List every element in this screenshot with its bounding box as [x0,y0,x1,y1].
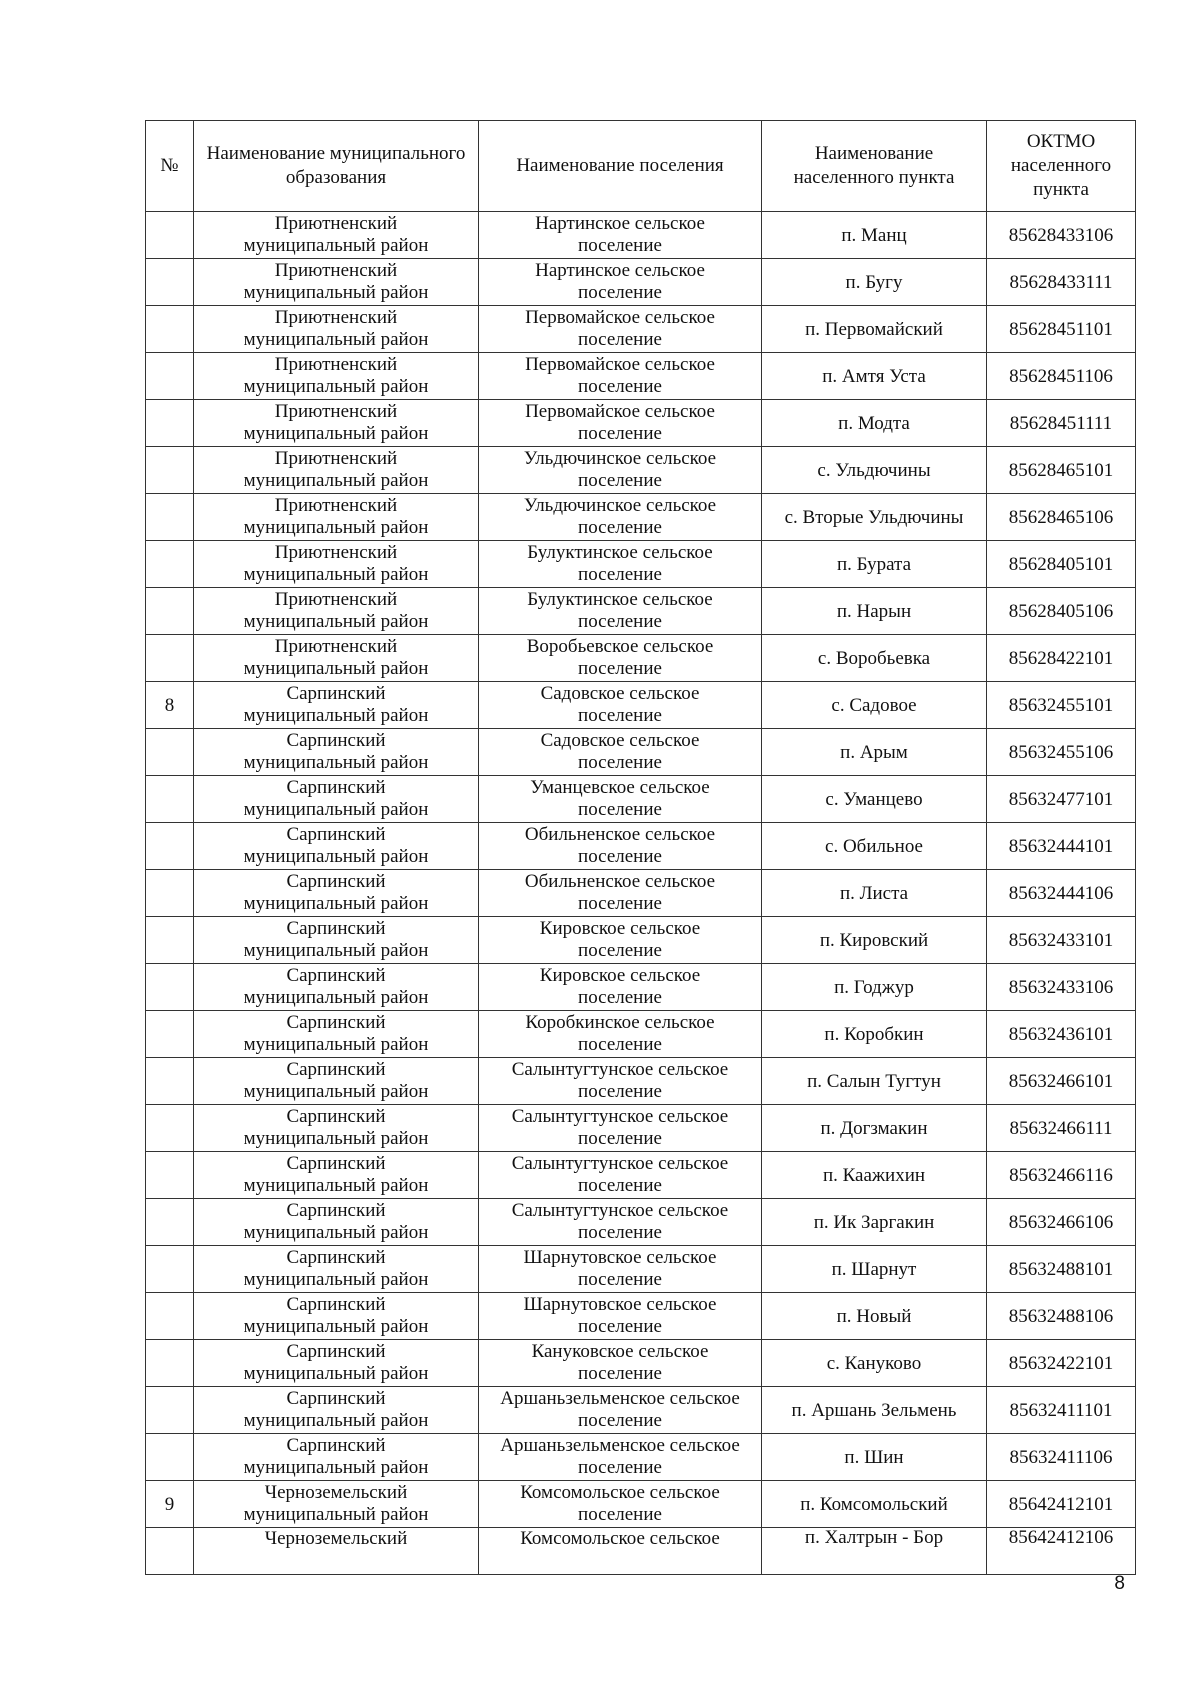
cell-municipality-line: муниципальный район [243,846,429,867]
table-row [146,1387,1136,1434]
cell-oktmo: 85632466106 [987,1199,1136,1246]
cell-settlement-line: поселение [578,1222,662,1243]
cell-locality: п. Халтрын - Бор [762,1528,987,1575]
cell-settlement-line: Первомайское сельское [525,354,715,375]
cell-oktmo: 85632466101 [987,1058,1136,1105]
cell-settlement [479,588,762,635]
cell-settlement-line: Нартинское сельское [535,260,705,281]
table-row [146,870,1136,917]
table-row [146,1011,1136,1058]
cell-municipality-line: Сарпинский [286,1435,386,1456]
cell-settlement [479,259,762,306]
cell-municipality [194,212,479,259]
cell-settlement [479,447,762,494]
cell-locality: с. Обильное [762,823,987,870]
cell-municipality [194,1293,479,1340]
cell-municipality-line: Черноземельский [264,1528,408,1549]
cell-settlement-line: поселение [578,376,662,397]
cell-settlement [479,1152,762,1199]
cell-municipality-line: Сарпинский [286,1153,386,1174]
cell-locality: с. Воробьевка [762,635,987,682]
cell-municipality-line: муниципальный район [243,705,429,726]
cell-num [146,400,194,447]
cell-num [146,1246,194,1293]
cell-municipality [194,447,479,494]
cell-municipality [194,964,479,1011]
table-row [146,964,1136,1011]
cell-settlement [479,541,762,588]
cell-locality: п. Коробкин [762,1011,987,1058]
table-row [146,400,1136,447]
cell-municipality [194,353,479,400]
table-row [146,1246,1136,1293]
cell-settlement [479,494,762,541]
cell-locality: п. Арым [762,729,987,776]
cell-settlement-line: Уманцевское сельское [530,777,710,798]
cell-num [146,1528,194,1575]
cell-municipality-line: Приютненский [274,495,398,516]
cell-municipality-line: муниципальный район [243,611,429,632]
cell-settlement [479,1340,762,1387]
table-row [146,588,1136,635]
cell-settlement-line: Шарнутовское сельское [523,1294,717,1315]
cell-num [146,353,194,400]
cell-settlement [479,682,762,729]
cell-settlement-line: поселение [578,611,662,632]
cell-municipality-line: муниципальный район [243,658,429,679]
cell-municipality [194,635,479,682]
cell-settlement-line: поселение [578,799,662,820]
cell-num [146,1293,194,1340]
table-row [146,823,1136,870]
table-row [146,1199,1136,1246]
cell-settlement-line: Шарнутовское сельское [523,1247,717,1268]
cell-locality: с. Вторые Ульдючины [762,494,987,541]
cell-municipality-line: муниципальный район [243,1363,429,1384]
cell-municipality-line: муниципальный район [243,470,429,491]
cell-municipality-line: Сарпинский [286,1106,386,1127]
cell-locality: п. Шин [762,1434,987,1481]
cell-settlement [479,1058,762,1105]
cell-num [146,1105,194,1152]
cell-settlement [479,1434,762,1481]
table-row [146,541,1136,588]
cell-oktmo: 85632488106 [987,1293,1136,1340]
cell-oktmo: 85632488101 [987,1246,1136,1293]
cell-settlement-line: поселение [578,1504,662,1525]
cell-municipality-line: муниципальный район [243,940,429,961]
cell-locality: п. Комсомольский [762,1481,987,1528]
cell-num [146,1387,194,1434]
cell-municipality-line: Сарпинский [286,965,386,986]
cell-oktmo: 85642412101 [987,1481,1136,1528]
cell-municipality-line: муниципальный район [243,1410,429,1431]
cell-municipality [194,870,479,917]
cell-municipality-line: муниципальный район [243,1504,429,1525]
cell-num [146,1058,194,1105]
cell-settlement-line: Салынтугтунское сельское [511,1200,729,1221]
cell-oktmo: 85632436101 [987,1011,1136,1058]
cell-num [146,729,194,776]
cell-locality: п. Догзмакин [762,1105,987,1152]
cell-num [146,917,194,964]
cell-oktmo: 85632444106 [987,870,1136,917]
cell-oktmo: 85632411106 [987,1434,1136,1481]
cell-municipality-line: Сарпинский [286,730,386,751]
cell-settlement [479,776,762,823]
cell-settlement [479,917,762,964]
table-row [146,306,1136,353]
cell-locality: п. Первомайский [762,306,987,353]
cell-num [146,447,194,494]
cell-municipality-line: муниципальный район [243,329,429,350]
cell-municipality [194,259,479,306]
cell-locality: п. Бугу [762,259,987,306]
cell-municipality-line: Сарпинский [286,1294,386,1315]
cell-settlement [479,1387,762,1434]
table-row [146,1434,1136,1481]
cell-settlement-line: поселение [578,1316,662,1337]
cell-municipality-line: муниципальный район [243,517,429,538]
cell-municipality [194,729,479,776]
cell-num: 8 [146,682,194,729]
table-row [146,635,1136,682]
cell-municipality-line: Приютненский [274,307,398,328]
cell-municipality-line: Сарпинский [286,1200,386,1221]
cell-municipality [194,917,479,964]
cell-municipality-line: муниципальный район [243,752,429,773]
cell-municipality-line: муниципальный район [243,799,429,820]
cell-settlement-line: Ульдючинское сельское [523,495,717,516]
cell-municipality [194,776,479,823]
cell-locality: п. Шарнут [762,1246,987,1293]
cell-municipality-line: Приютненский [274,354,398,375]
table-row [146,212,1136,259]
cell-municipality-line: Приютненский [274,589,398,610]
cell-num [146,870,194,917]
cell-settlement-line: поселение [578,282,662,303]
cell-num [146,1152,194,1199]
cell-settlement-line: Ульдючинское сельское [523,448,717,469]
table-row [146,447,1136,494]
cell-municipality-line: Сарпинский [286,824,386,845]
table-row [146,1058,1136,1105]
cell-settlement [479,1246,762,1293]
cell-settlement [479,1011,762,1058]
cell-municipality [194,1434,479,1481]
header-locality: Наименование населенного пункта [762,121,987,212]
cell-settlement-line: Салынтугтунское сельское [511,1153,729,1174]
cell-settlement-line: Аршаньзельменское сельское [500,1435,740,1456]
cell-municipality-line: Сарпинский [286,918,386,939]
cell-settlement-line: поселение [578,423,662,444]
cell-municipality-line: Приютненский [274,542,398,563]
cell-settlement-line: поселение [578,1128,662,1149]
cell-num [146,635,194,682]
cell-municipality-line: Приютненский [274,401,398,422]
cell-municipality [194,1105,479,1152]
cell-oktmo: 85632466116 [987,1152,1136,1199]
cell-locality: п. Листа [762,870,987,917]
cell-settlement-line: Кировское сельское [539,918,701,939]
table-row [146,776,1136,823]
table-header [146,121,1136,212]
cell-settlement-line: Первомайское сельское [525,401,715,422]
cell-settlement-line: поселение [578,752,662,773]
cell-settlement-line: поселение [578,564,662,585]
table-row [146,1152,1136,1199]
cell-oktmo: 85632477101 [987,776,1136,823]
cell-settlement-line: Садовское сельское [540,683,700,704]
cell-settlement-line: Садовское сельское [540,730,700,751]
cell-municipality-line: муниципальный район [243,1457,429,1478]
cell-settlement-line: Воробьевское сельское [526,636,714,657]
cell-oktmo: 85628405106 [987,588,1136,635]
cell-num [146,964,194,1011]
cell-municipality-line: муниципальный район [243,987,429,1008]
cell-municipality [194,1340,479,1387]
cell-municipality-line: муниципальный район [243,1034,429,1055]
cell-settlement [479,729,762,776]
cell-settlement [479,964,762,1011]
cell-num [146,823,194,870]
cell-municipality-line: муниципальный район [243,282,429,303]
cell-settlement-line: поселение [578,470,662,491]
cell-settlement-line: поселение [578,1269,662,1290]
cell-oktmo: 85632411101 [987,1387,1136,1434]
cell-settlement-line: поселение [578,235,662,256]
cell-municipality-line: Черноземельский [264,1482,408,1503]
cell-oktmo: 85632466111 [987,1105,1136,1152]
cell-locality: п. Амтя Уста [762,353,987,400]
cell-locality: с. Ульдючины [762,447,987,494]
cell-locality: п. Аршань Зельмень [762,1387,987,1434]
cell-num [146,259,194,306]
cell-oktmo: 85642412106 [987,1528,1136,1575]
cell-locality: с. Кануково [762,1340,987,1387]
cell-municipality [194,1199,479,1246]
cell-municipality [194,823,479,870]
cell-settlement [479,1481,762,1528]
cell-settlement-line: Булуктинское сельское [527,542,713,563]
table-row [146,1481,1136,1528]
cell-municipality [194,1387,479,1434]
cell-oktmo: 85628433111 [987,259,1136,306]
table-row [146,1528,1136,1575]
cell-settlement-line: Комсомольское сельское [520,1482,720,1503]
cell-locality: п. Манц [762,212,987,259]
cell-locality: п. Ик Заргакин [762,1199,987,1246]
cell-municipality-line: Приютненский [274,213,398,234]
cell-settlement [479,1528,762,1575]
cell-locality: п. Годжур [762,964,987,1011]
table-row [146,353,1136,400]
cell-settlement-line: поселение [578,658,662,679]
cell-oktmo: 85632455101 [987,682,1136,729]
cell-settlement [479,1293,762,1340]
cell-settlement-line: поселение [578,329,662,350]
cell-municipality [194,682,479,729]
cell-municipality-line: Приютненский [274,448,398,469]
header-settlement: Наименование поселения [479,121,762,212]
table-row [146,917,1136,964]
cell-settlement-line: поселение [578,940,662,961]
cell-settlement-line: поселение [578,705,662,726]
cell-num [146,588,194,635]
header-num: № [146,121,194,212]
table-body [146,212,1136,1575]
cell-municipality [194,541,479,588]
cell-oktmo: 85628465106 [987,494,1136,541]
cell-municipality-line: Приютненский [274,260,398,281]
cell-oktmo: 85628465101 [987,447,1136,494]
cell-locality: п. Каажихин [762,1152,987,1199]
cell-settlement-line: Комсомольское сельское [520,1528,720,1549]
cell-municipality [194,1481,479,1528]
cell-settlement [479,400,762,447]
cell-municipality [194,494,479,541]
cell-settlement-line: Обильненское сельское [524,871,716,892]
cell-municipality-line: Сарпинский [286,1341,386,1362]
cell-settlement-line: поселение [578,1363,662,1384]
cell-settlement [479,1199,762,1246]
table-row [146,1105,1136,1152]
oktmo-table [145,120,1136,1575]
cell-settlement-line: Аршаньзельменское сельское [500,1388,740,1409]
header-municipality: Наименование муниципального образования [194,121,479,212]
cell-settlement-line: Кануковское сельское [531,1341,709,1362]
cell-settlement [479,823,762,870]
cell-municipality-line: Сарпинский [286,871,386,892]
cell-municipality-line: муниципальный район [243,376,429,397]
cell-settlement-line: Нартинское сельское [535,213,705,234]
cell-municipality-line: муниципальный район [243,1222,429,1243]
cell-oktmo: 85628405101 [987,541,1136,588]
cell-oktmo: 85628451101 [987,306,1136,353]
page-number: 8 [1114,1573,1125,1594]
cell-oktmo: 85632422101 [987,1340,1136,1387]
table-row [146,1293,1136,1340]
cell-municipality-line: муниципальный район [243,564,429,585]
cell-num: 9 [146,1481,194,1528]
cell-num [146,1199,194,1246]
cell-settlement [479,212,762,259]
cell-settlement-line: Обильненское сельское [524,824,716,845]
cell-settlement-line: поселение [578,1457,662,1478]
cell-locality: с. Садовое [762,682,987,729]
cell-locality: п. Новый [762,1293,987,1340]
cell-municipality-line: Сарпинский [286,1388,386,1409]
cell-locality: п. Нарын [762,588,987,635]
cell-municipality-line: Сарпинский [286,683,386,704]
cell-municipality-line: Сарпинский [286,1247,386,1268]
cell-settlement [479,1105,762,1152]
table-row [146,729,1136,776]
table-row [146,259,1136,306]
cell-settlement-line: поселение [578,1034,662,1055]
cell-municipality [194,1246,479,1293]
cell-municipality-line: муниципальный район [243,1081,429,1102]
cell-municipality-line: муниципальный район [243,1316,429,1337]
cell-municipality [194,1058,479,1105]
table-row [146,682,1136,729]
cell-settlement-line: поселение [578,517,662,538]
cell-municipality-line: муниципальный район [243,893,429,914]
cell-oktmo: 85632444101 [987,823,1136,870]
cell-locality: п. Модта [762,400,987,447]
cell-municipality-line: муниципальный район [243,1269,429,1290]
cell-municipality-line: Сарпинский [286,777,386,798]
cell-locality: п. Бурата [762,541,987,588]
cell-oktmo: 85628451106 [987,353,1136,400]
cell-settlement-line: Кировское сельское [539,965,701,986]
cell-municipality-line: муниципальный район [243,235,429,256]
cell-oktmo: 85628433106 [987,212,1136,259]
cell-municipality-line: муниципальный район [243,1128,429,1149]
cell-municipality-line: Сарпинский [286,1059,386,1080]
cell-num [146,1434,194,1481]
cell-oktmo: 85632433101 [987,917,1136,964]
cell-settlement-line: поселение [578,1410,662,1431]
cell-settlement-line: поселение [578,893,662,914]
cell-municipality-line: муниципальный район [243,1175,429,1196]
cell-municipality [194,1152,479,1199]
cell-municipality-line: муниципальный район [243,423,429,444]
cell-municipality [194,588,479,635]
cell-municipality-line: Приютненский [274,636,398,657]
cell-locality: п. Салын Тугтун [762,1058,987,1105]
cell-num [146,306,194,353]
cell-num [146,776,194,823]
cell-municipality-line: Сарпинский [286,1012,386,1033]
cell-settlement [479,353,762,400]
cell-num [146,212,194,259]
cell-settlement-line: поселение [578,846,662,867]
table-row [146,494,1136,541]
cell-settlement-line: Коробкинское сельское [525,1012,715,1033]
cell-oktmo: 85628422101 [987,635,1136,682]
cell-locality: п. Кировский [762,917,987,964]
cell-settlement-line: Салынтугтунское сельское [511,1059,729,1080]
cell-municipality [194,1528,479,1575]
cell-settlement-line: Салынтугтунское сельское [511,1106,729,1127]
cell-municipality [194,306,479,353]
cell-municipality [194,1011,479,1058]
cell-settlement [479,870,762,917]
cell-settlement [479,306,762,353]
cell-settlement-line: поселение [578,987,662,1008]
cell-num [146,494,194,541]
header-oktmo: ОКТМО населенного пункта [987,121,1136,212]
cell-settlement [479,635,762,682]
cell-num [146,1011,194,1058]
cell-settlement-line: Булуктинское сельское [527,589,713,610]
cell-num [146,1340,194,1387]
cell-num [146,541,194,588]
cell-settlement-line: поселение [578,1175,662,1196]
cell-settlement-line: Первомайское сельское [525,307,715,328]
cell-oktmo: 85632455106 [987,729,1136,776]
cell-settlement-line: поселение [578,1081,662,1102]
cell-locality: с. Уманцево [762,776,987,823]
cell-municipality [194,400,479,447]
cell-oktmo: 85632433106 [987,964,1136,1011]
table-row [146,1340,1136,1387]
cell-oktmo: 85628451111 [987,400,1136,447]
